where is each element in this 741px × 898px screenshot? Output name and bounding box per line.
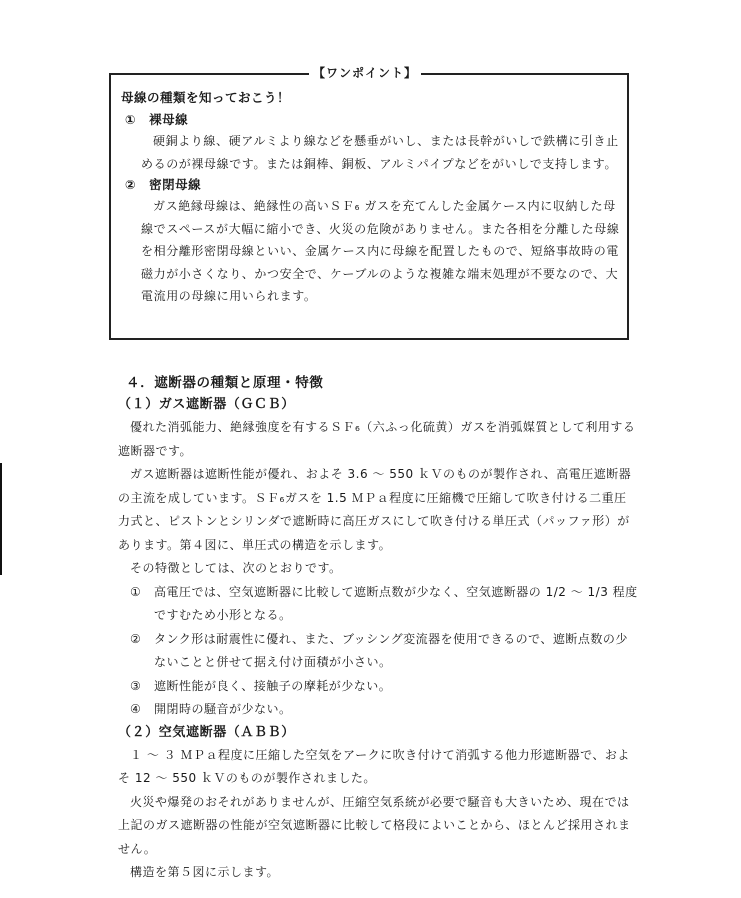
gcb-feature-4: ④ 開閉時の騒音が少ない。 xyxy=(130,702,292,716)
circuit-breaker-section xyxy=(118,372,638,885)
enclosed-busbar-text: ガス絶縁母線は、絶縁性の高いＳＦ₆ ガスを充てんした金属ケース内に収納した母線でスペースが大幅に縮小でき、火災の危険がありません。また各相を分離した母線を相分離形密閉母線といい、金属ケース内に母線を配置したもので、短絡事故時の電磁力が小さくなり、かつ安全で、ケーブルのような複雑な端末処理が不要なので、大電流用の母線に用いられます。 xyxy=(141,199,620,303)
gcb-feature-1: ① 高電圧では、空気遮断器に比較して遮断点数が少なく、空気遮断器の 1/2 ～ 1/3 程度ですむため小形となる。 xyxy=(130,584,638,622)
gcb-feature-2: ② タンク形は耐震性に優れ、また、ブッシング変流器を使用できるので、遮断点数の少ないことと併せて据え付け面積が小さい。 xyxy=(130,631,628,669)
abb-paragraph-2: 火災や爆発のおそれがありませんが、圧縮空気系統が必要で騒音も大きいため、現在では上記のガス遮断器の性能が空気遮断器に比較して格段によいことから、ほとんど採用されません。 xyxy=(118,794,631,856)
gcb-paragraph-2: ガス遮断器は遮断性能が優れ、およそ 3.6 ～ 550 ｋＶのものが製作され、高電圧遮断器の主流を成しています。ＳＦ₆ガスを 1.5 ＭＰａ程度に圧縮機で圧縮して吹き付ける二重圧力式と、ピストンとシリンダで遮断時に高圧ガスにして吹き付ける単圧式（パッファ形）があります。第４図に、単圧式の構造を示します。 xyxy=(118,467,632,552)
gcb-feature-3: ③ 遮断性能が良く、接触子の摩耗が少ない。 xyxy=(130,678,392,693)
one-point-heading: 母線の種類を知っておこう！ xyxy=(121,90,291,105)
enclosed-busbar-heading: ② 密閉母線 xyxy=(125,177,202,192)
section-title: ４．遮断器の種類と原理・特徴 xyxy=(126,375,324,391)
gcb-heading: （１）ガス遮断器（ＧＣＢ） xyxy=(118,397,295,412)
gcb-paragraph-1: 優れた消弧能力、絶縁強度を有するＳＦ₆（六ふっ化硫黄）ガスを消弧媒質として利用する遮断器です。 xyxy=(118,420,636,458)
scan-margin-mark xyxy=(0,463,2,575)
one-point-content xyxy=(121,88,621,308)
gcb-paragraph-3: その特徴としては、次のとおりです。 xyxy=(130,561,342,575)
bare-busbar-text: 硬銅より線、硬アルミより線などを懸垂がいし、または長幹がいしで鉄構に引き止めるのが裸母線です。または銅棒、銅板、アルミパイプなどをがいしで支持します。 xyxy=(141,134,619,171)
abb-paragraph-3: 構造を第５図に示します。 xyxy=(130,865,280,879)
abb-paragraph-1: １ ～ ３ ＭＰａ程度に圧縮した空気をアークに吹き付けて消弧する他力形遮断器で、およそ 12 ～ 550 ｋＶのものが製作されました。 xyxy=(118,747,630,785)
abb-heading: （２）空気遮断器（ＡＢＢ） xyxy=(118,724,295,740)
one-point-box xyxy=(109,66,629,340)
one-point-title: 【ワンポイント】 xyxy=(309,64,421,81)
bare-busbar-heading: ① 裸母線 xyxy=(125,112,189,127)
